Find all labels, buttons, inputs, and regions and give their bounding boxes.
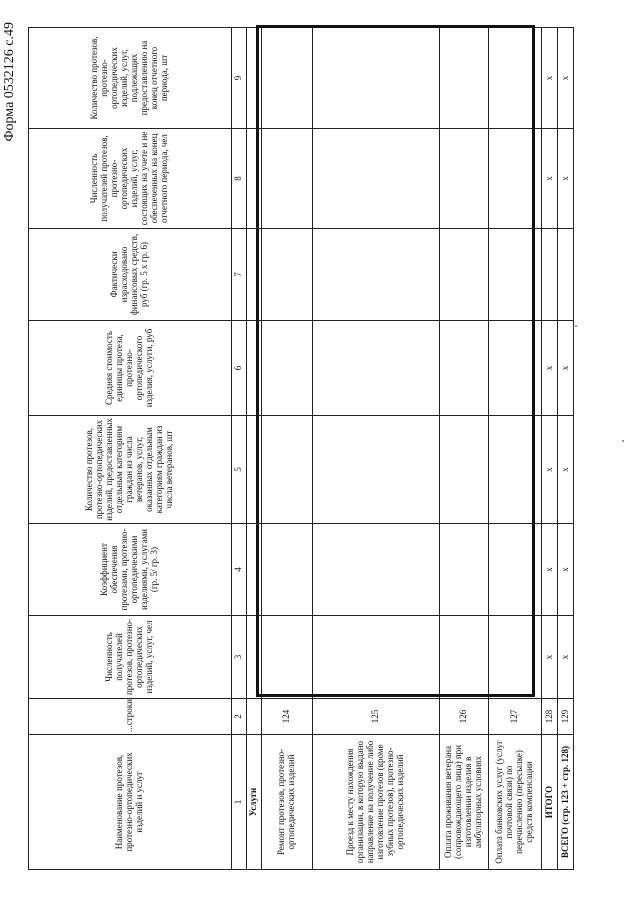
row-code: 128 [542,699,558,735]
data-cell [489,616,542,699]
data-cell [262,321,313,416]
table-row [558,28,574,870]
header-cell: Численность получателей протезов, протезно-ортопедических изделий, услуг, состоящих на учете и не обеспеченных на конец отчетного периода, чел [29,129,232,229]
column-number: 5 [232,416,247,524]
header-cell: Количество протезов, протезно-ортопедических изделий, предоставленных отдельным категориям граждан из числа ветеранов, услуг, оказанных отдельным категориям граждан из числа ветеранов, шт [29,416,232,524]
data-cell [313,28,440,129]
data-cell: x [542,416,558,524]
table-row [542,28,558,870]
code-cell [247,699,262,735]
column-number: 4 [232,524,247,616]
data-cell [313,229,440,321]
data-cell [489,229,542,321]
data-cell [440,321,489,416]
data-cell [247,129,262,229]
header-row [29,28,232,870]
header-cell: Коэффициент обеспечения протезами, протезно-ортопедическими изделиями, услугами (гр. 5/ гр. 3) [29,524,232,616]
data-cell [262,616,313,699]
header-cell: Наименование протезов, протезно-ортопедических изделий и услуг [29,735,232,870]
section-title: Услуги [247,735,262,870]
row-name: Оплата проживания ветерана (сопровождающего лица) при изготовлении изделия в амбулаторных условиях [440,735,489,870]
header-cell: Фактически израсходовано финансовых средств, руб (гр. 5 х гр. 6) [29,229,232,321]
column-number-row [232,28,247,870]
data-cell [247,524,262,616]
column-number: 2 [232,699,247,735]
data-cell [313,616,440,699]
data-cell: x [542,129,558,229]
column-number: 6 [232,321,247,416]
data-cell [489,524,542,616]
row-name: ВСЕГО (стр. 123 + стр. 128) [558,735,574,870]
form-label: Форма 0532126 с.49 [2,22,17,142]
data-cell: x [542,524,558,616]
report-table [28,27,574,870]
data-cell [440,229,489,321]
data-cell [558,229,574,321]
table-row [313,28,440,870]
data-cell [247,28,262,129]
table-row [262,28,313,870]
data-cell: x [558,616,574,699]
data-cell [262,229,313,321]
column-number: 8 [232,129,247,229]
row-code: 125 [313,699,440,735]
data-cell: x [558,416,574,524]
row-name: Оплата банковских услуг (услуг почтовой связи) по перечислению (пересылке) средств компенсации [489,735,542,870]
column-number: 1 [232,735,247,870]
header-cell: Численность получателей протезов, протезно-ортопедических изделий, услуг, чел [29,616,232,699]
data-cell [313,129,440,229]
row-name: Ремонт протезов, протезно-ортопедических изделий [262,735,313,870]
data-cell [489,416,542,524]
header-cell: Средняя стоимость единицы протеза, протезно-ортопедического изделия, услуги, руб [29,321,232,416]
row-name: Проезд к месту нахождения организации, в которую выдано направление на получение либо изготовление протезов (кроме зубных протезов), протезно-ортопедических изделий [313,735,440,870]
column-number: 9 [232,28,247,129]
data-cell: x [558,129,574,229]
data-cell [262,416,313,524]
data-cell [489,129,542,229]
data-cell: x [542,28,558,129]
row-code: 124 [262,699,313,735]
data-cell [440,129,489,229]
header-cell: Количество протезов, протезно-ортопедических изделий, услуг, подлежащих предоставлению на конец отчетного периода, шт [29,28,232,129]
column-number: 7 [232,229,247,321]
data-cell [313,416,440,524]
data-cell [262,28,313,129]
data-cell: x [542,616,558,699]
row-code: 127 [489,699,542,735]
data-cell [440,616,489,699]
scan-speck [622,440,624,442]
data-cell: x [558,28,574,129]
column-number: 3 [232,616,247,699]
data-cell [262,129,313,229]
data-cell [489,321,542,416]
data-cell [440,524,489,616]
data-cell [489,28,542,129]
data-cell: x [558,524,574,616]
table-row [247,28,262,870]
data-cell: x [542,321,558,416]
data-cell [440,416,489,524]
row-name: ИТОГО [542,735,558,870]
data-cell [247,229,262,321]
header-cell: ...строки [29,699,232,735]
data-cell: x [558,321,574,416]
data-cell [247,616,262,699]
data-cell [440,28,489,129]
table-row [489,28,542,870]
data-cell [542,229,558,321]
table-row [440,28,489,870]
data-cell [262,524,313,616]
data-cell [247,416,262,524]
data-cell [313,524,440,616]
row-code: 129 [558,699,574,735]
data-cell [247,321,262,416]
scan-speck [575,325,577,327]
row-code: 126 [440,699,489,735]
data-cell [313,321,440,416]
